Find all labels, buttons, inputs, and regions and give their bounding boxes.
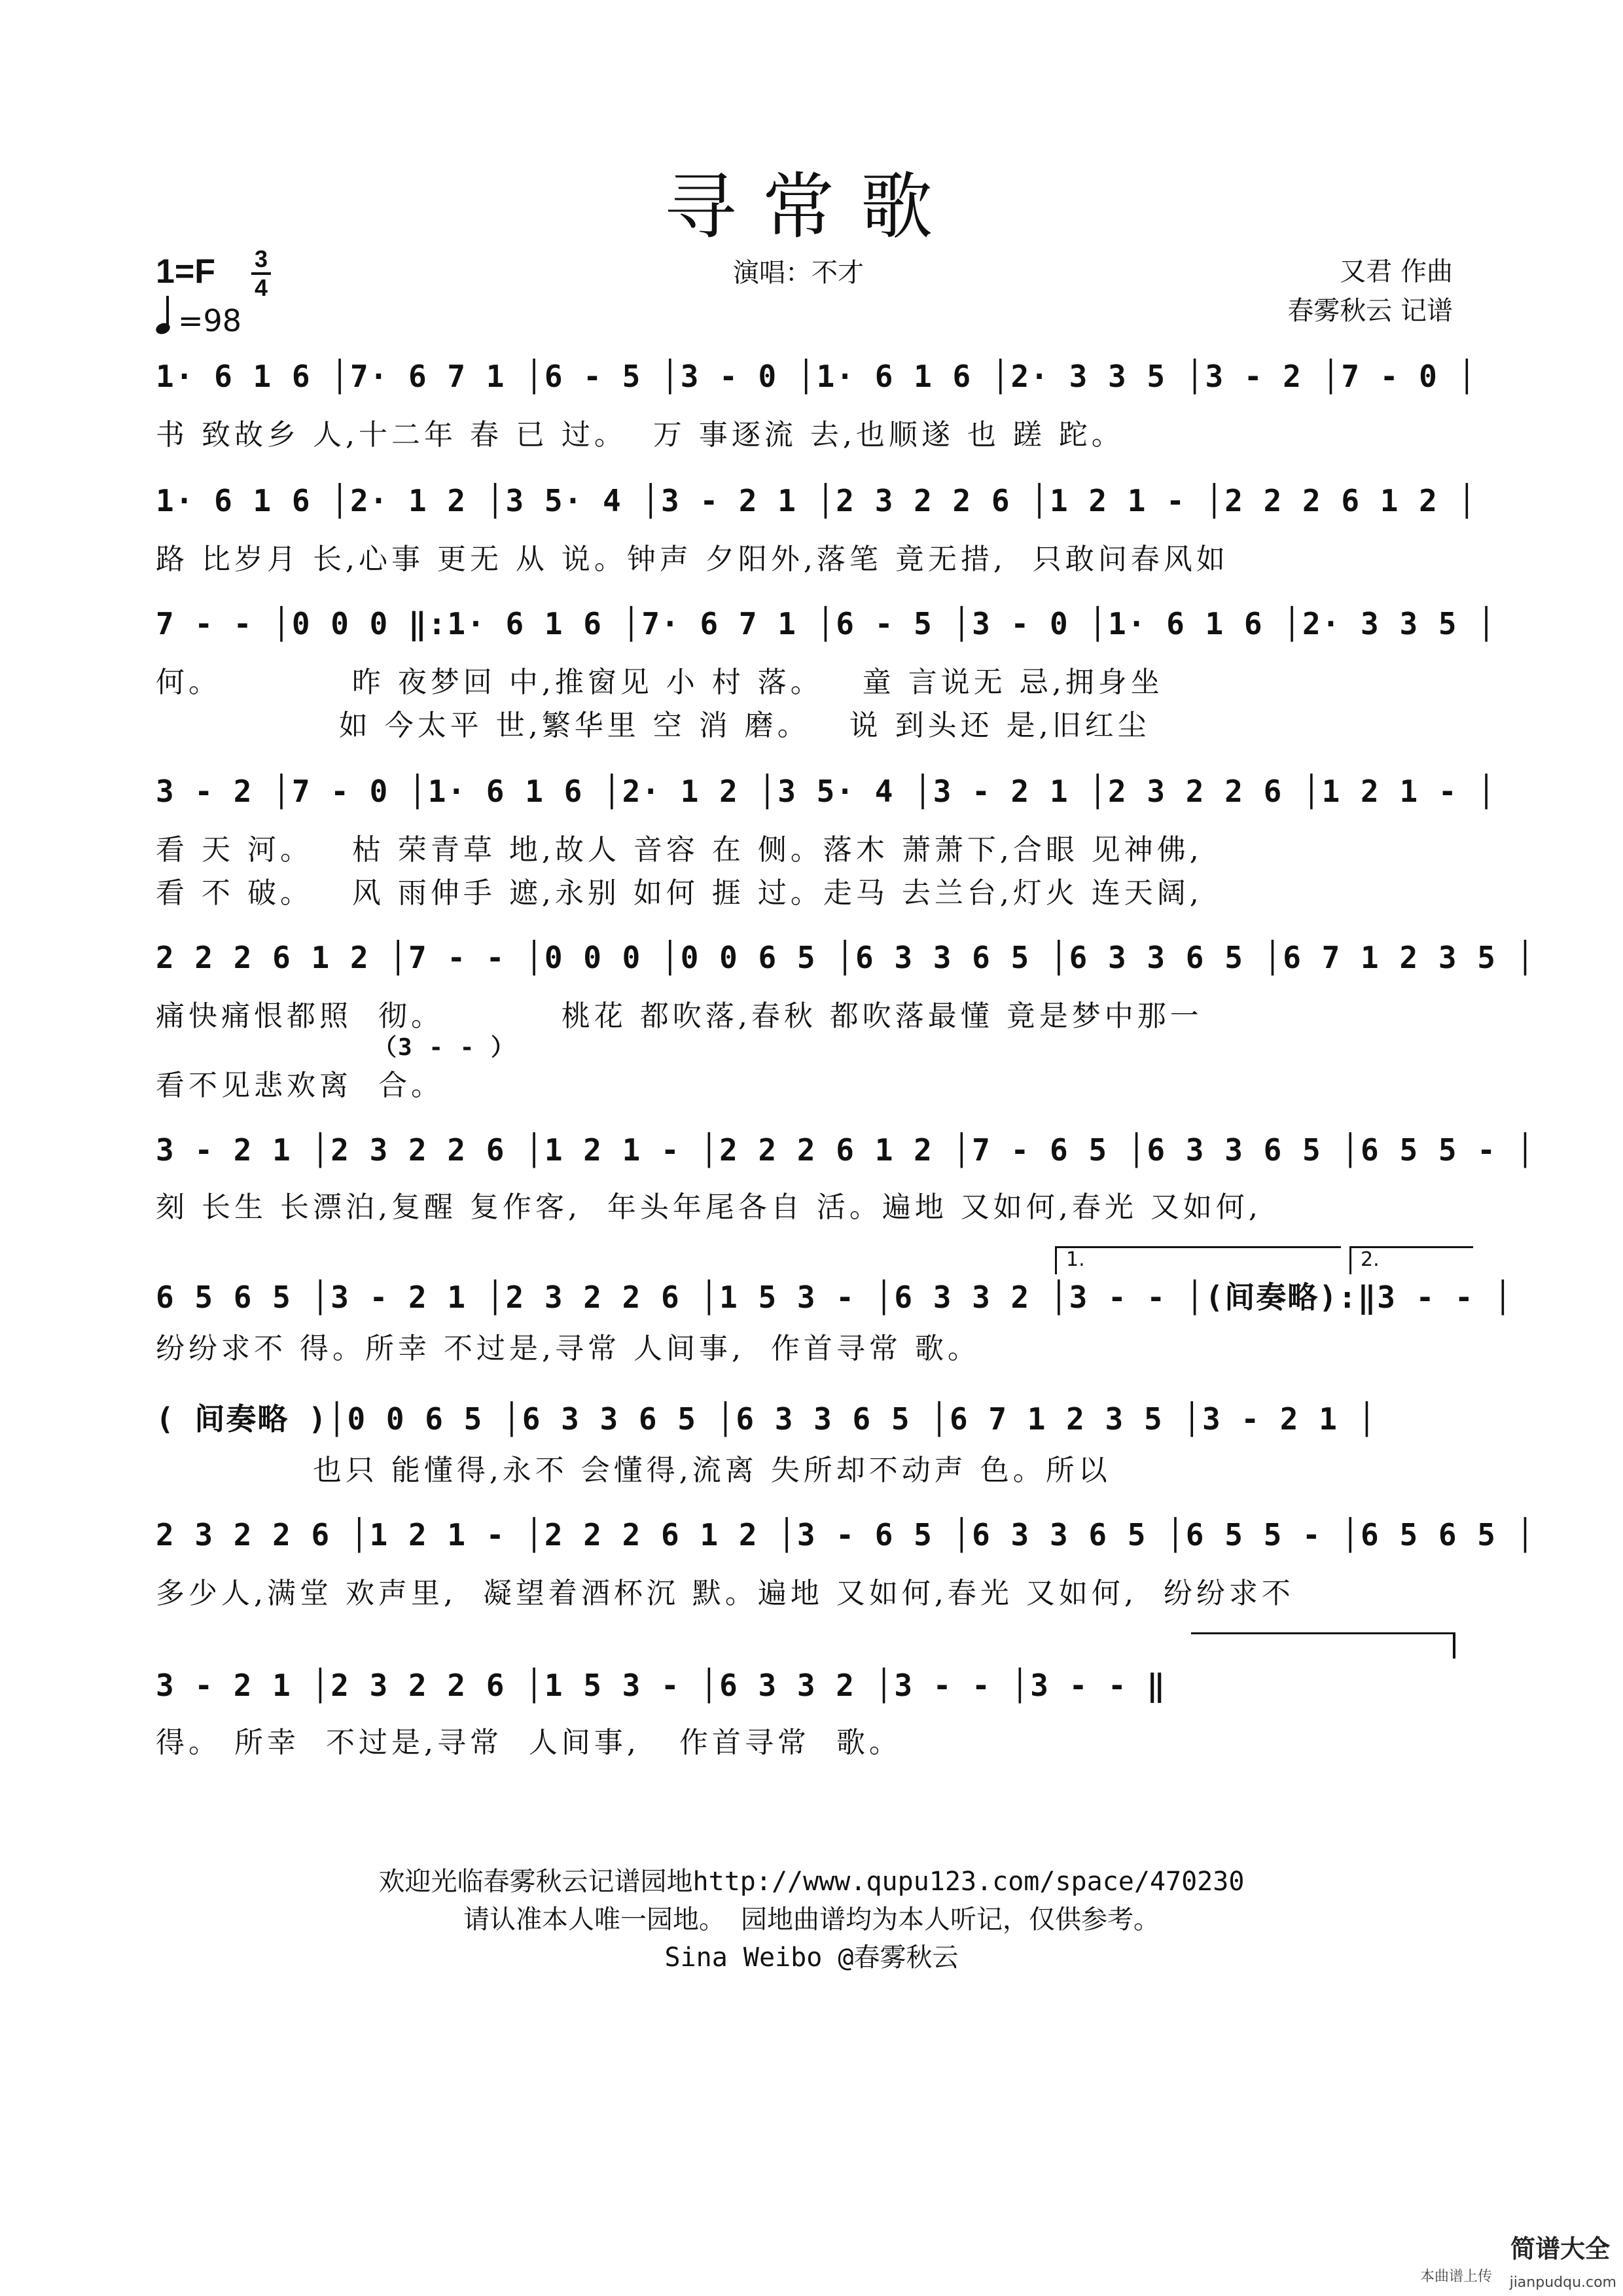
- system-1-lyrics: 书 致故乡 人,十二年 春 已 过。 万 事逐流 去,也顺遂 也 蹉 跎。: [156, 418, 1124, 452]
- volta-second-ending: 2.: [1349, 1246, 1473, 1274]
- system-4-notes: 3 - 2 │7 - 0 │1· 6 1 6 │2· 1 2 │3 5· 4 │3 - 2 1 │2 3 2 2 6 │1 2 1 - │: [156, 774, 1497, 809]
- system-5-lyrics-verse1: 痛快痛恨都照 彻。 桃花 都吹落,春秋 都吹落最懂 竟是梦中那一: [156, 999, 1203, 1033]
- tempo-value: =98: [178, 303, 242, 338]
- singer-credit: 演唱：不才: [733, 258, 864, 288]
- credits: [1287, 252, 1453, 331]
- note-stem-icon: [166, 296, 169, 327]
- volta-first-ending: 1.: [1055, 1246, 1341, 1274]
- system-6-lyrics: 刻 长生 长漂泊,复醒 复作客, 年头年尾各自 活。遍地 又如何,春光 又如何,: [156, 1191, 1262, 1224]
- watermark-brand: 简谱大全: [1510, 2234, 1610, 2263]
- system-10-lyrics: 得。 所幸 不过是,寻常 人间事, 作首寻常 歌。: [156, 1726, 902, 1759]
- system-3-lyrics-verse1: 何。 昨 夜梦回 中,推窗见 小 村 落。 童 言说无 忌,拥身坐: [156, 666, 1164, 699]
- system-1-notes: 1· 6 1 6 │7· 6 7 1 │6 - 5 │3 - 0 │1· 6 1 6 │2· 3 3 5 │3 - 2 │7 - 0 │: [156, 359, 1478, 394]
- system-5-notes: 2 2 2 6 1 2 │7 - - │0 0 0 │0 0 6 5 │6 3 3 6 5 │6 3 3 6 5 │6 7 1 2 3 5 │: [156, 940, 1536, 975]
- system-8-notes: ( 间奏略 )│0 0 6 5 │6 3 3 6 5 │6 3 3 6 5 │6 7 1 2 3 5 │3 - 2 1 │: [156, 1401, 1378, 1437]
- time-signature-top: 3: [254, 245, 268, 272]
- key-signature: 1=F: [156, 253, 216, 291]
- time-signature: [251, 247, 271, 300]
- transcriber-credit: 春雾秋云 记谱: [1287, 296, 1453, 326]
- watermark-url: jianpudqu.com: [1509, 2274, 1616, 2291]
- final-bracket-top: [1191, 1632, 1455, 1634]
- system-4-lyrics-verse2: 看 不 破。 风 雨伸手 遮,永别 如何 捱 过。走马 去兰台,灯火 连天阔,: [156, 876, 1203, 910]
- footer: [0, 1863, 1623, 1977]
- quarter-note-icon: [154, 321, 171, 336]
- system-4-lyrics-verse1: 看 天 河。 枯 荣青草 地,故人 音容 在 侧。落木 萧萧下,合眼 见神佛,: [156, 833, 1203, 867]
- system-6-notes: 3 - 2 1 │2 3 2 2 6 │1 2 1 - │2 2 2 6 1 2 │7 - 6 5 │6 3 3 6 5 │6 5 5 - │: [156, 1132, 1536, 1168]
- system-9-lyrics: 多少人,满堂 欢声里, 凝望着酒杯沉 默。遍地 又如何,春光 又如何, 纷纷求不: [156, 1577, 1294, 1610]
- composer-credit: 又君 作曲: [1340, 257, 1453, 287]
- system-3-lyrics-verse2: 如 今太平 世,繁华里 空 消 磨。 说 到头还 是,旧红尘: [156, 709, 1150, 742]
- final-bracket-line: [1453, 1632, 1455, 1659]
- time-signature-bottom: 4: [254, 274, 268, 301]
- watermark-small: 本曲谱上传: [1419, 2269, 1492, 2285]
- system-7-notes: 6 5 6 5 │3 - 2 1 │2 3 2 2 6 │1 5 3 - │6 3 3 2 │3 - - │(间奏略):‖3 - - │: [156, 1280, 1514, 1315]
- system-10-notes: 3 - 2 1 │2 3 2 2 6 │1 5 3 - │6 3 3 2 │3 - - │3 - - ‖: [156, 1668, 1167, 1703]
- system-8-lyrics: 也只 能懂得,永不 会懂得,流离 失所却不动声 色。所以: [156, 1454, 1111, 1487]
- system-3-notes: 7 - - │0 0 0 ‖:1· 6 1 6 │7· 6 7 1 │6 - 5 │3 - 0 │1· 6 1 6 │2· 3 3 5 │: [156, 606, 1497, 641]
- system-7-lyrics: 纷纷求不 得。所幸 不过是,寻常 人间事, 作首寻常 歌。: [156, 1332, 980, 1365]
- footer-line-3: Sina Weibo @春雾秋云: [664, 1943, 959, 1973]
- system-5-lyrics-verse2: 看不见悲欢离 合。: [156, 1069, 444, 1102]
- tempo-marking: [156, 300, 241, 338]
- system-5-alt-ending: （3 - - ）: [373, 1034, 516, 1061]
- system-9-notes: 2 3 2 2 6 │1 2 1 - │2 2 2 6 1 2 │3 - 6 5 │6 3 3 6 5 │6 5 5 - │6 5 6 5 │: [156, 1517, 1536, 1552]
- system-2-notes: 1· 6 1 6 │2· 1 2 │3 5· 4 │3 - 2 1 │2 3 2 2 6 │1 2 1 - │2 2 2 6 1 2 │: [156, 483, 1478, 518]
- footer-line-2: 请认准本人唯一园地。 园地曲谱均为本人听记，仅供参考。: [463, 1905, 1160, 1935]
- footer-line-1: 欢迎光临春雾秋云记谱园地http://www.qupu123.com/space/470230: [378, 1867, 1245, 1897]
- system-2-lyrics: 路 比岁月 长,心事 更无 从 说。钟声 夕阳外,落笔 竟无措, 只敢问春风如: [156, 543, 1229, 576]
- page-title: 寻常歌: [664, 165, 959, 249]
